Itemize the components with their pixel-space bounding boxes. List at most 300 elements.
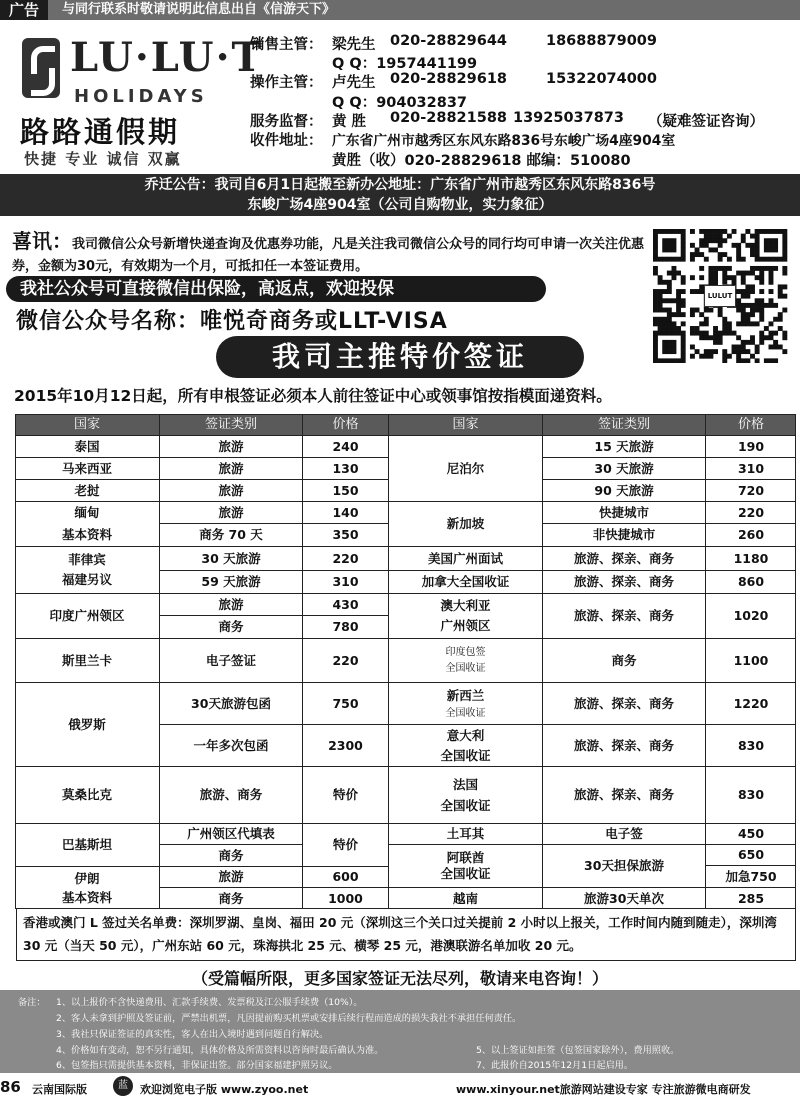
visa-type-cell: 电子签 <box>543 824 706 845</box>
qr-module <box>764 247 769 252</box>
qr-module <box>750 243 755 248</box>
qr-module <box>695 308 700 313</box>
qr-module <box>695 331 700 336</box>
qr-module <box>755 229 760 234</box>
qr-module <box>704 234 709 239</box>
qr-module <box>755 247 760 252</box>
qr-module <box>690 326 695 331</box>
visa-type-cell: 旅游、探亲、商务 <box>543 725 706 767</box>
qr-module <box>759 271 764 276</box>
qr-module <box>732 275 737 280</box>
qr-module <box>658 326 663 331</box>
qr-module <box>681 331 686 336</box>
qr-module <box>745 303 750 308</box>
qr-module <box>658 298 663 303</box>
qr-module <box>667 298 672 303</box>
country-cell <box>15 547 160 594</box>
qr-module <box>750 247 755 252</box>
magazine-edition: 云南国际版 <box>32 1083 87 1096</box>
country-note: 基本资料 <box>61 527 112 542</box>
country-cell <box>389 594 543 639</box>
qr-module <box>671 266 676 271</box>
price-cell: 1020 <box>706 594 796 639</box>
qr-module <box>667 257 672 262</box>
qr-module <box>778 294 783 299</box>
qr-module <box>653 331 658 336</box>
qr-module <box>690 243 695 248</box>
visa-type-cell: 旅游、探亲、商务 <box>543 767 706 824</box>
qr-module <box>718 238 723 243</box>
qr-module <box>727 275 732 280</box>
qr-module <box>782 349 787 354</box>
remarks-label: 备注： <box>18 997 46 1008</box>
qr-module <box>690 257 695 262</box>
qr-module <box>727 321 732 326</box>
qr-module <box>658 317 663 322</box>
qr-module <box>704 354 709 359</box>
qr-module <box>769 280 774 285</box>
qr-module <box>708 271 713 276</box>
qr-module <box>782 243 787 248</box>
qr-module <box>773 358 778 363</box>
qr-module <box>778 326 783 331</box>
country-note: 全国收证 <box>440 747 491 763</box>
qr-module <box>741 358 746 363</box>
visa-type-cell: 90 天旅游 <box>543 480 706 502</box>
qr-module <box>708 335 713 340</box>
qr-module <box>704 229 709 234</box>
qr-module <box>676 229 681 234</box>
sales-name: 梁先生 <box>332 37 376 53</box>
qr-module <box>658 303 663 308</box>
country-cell <box>389 683 543 725</box>
qr-module <box>708 354 713 359</box>
qr-module <box>699 335 704 340</box>
qr-module <box>769 238 774 243</box>
qr-module <box>736 247 741 252</box>
visa-type-cell: 30 天旅游 <box>543 458 706 480</box>
country-name: 阿联酋 <box>446 850 485 865</box>
qr-module <box>713 271 718 276</box>
qr-module <box>708 275 713 280</box>
qr-module <box>662 317 667 322</box>
col-header: 签证类别 <box>543 414 706 436</box>
qr-module <box>755 308 760 313</box>
qr-module <box>653 243 658 248</box>
qr-module <box>653 335 658 340</box>
qr-module <box>713 335 718 340</box>
qr-module <box>759 340 764 345</box>
qr-module <box>671 349 676 354</box>
country-cell <box>389 845 543 888</box>
qr-module <box>736 252 741 257</box>
qr-module <box>671 331 676 336</box>
qr-module <box>722 354 727 359</box>
limited-space-note: （受篇幅所限，更多国家签证无法尽列，敬请来电咨询！） <box>191 969 608 988</box>
country-name: 澳大利亚 <box>440 598 491 613</box>
qr-module <box>653 257 658 262</box>
qr-module <box>667 280 672 285</box>
qr-module <box>741 257 746 262</box>
qr-module <box>704 335 709 340</box>
country-cell: 新加坡 <box>389 502 543 547</box>
qr-module <box>667 326 672 331</box>
page-number: 86 <box>0 1078 21 1096</box>
qr-module <box>681 234 686 239</box>
qr-module <box>713 234 718 239</box>
qr-module <box>662 298 667 303</box>
supervisor-label: 服务监督： <box>250 114 323 130</box>
qr-module <box>764 243 769 248</box>
qr-module <box>662 321 667 326</box>
qr-module <box>750 234 755 239</box>
qr-module <box>750 271 755 276</box>
price-cell: 220 <box>706 502 796 524</box>
price-cell: 430 <box>303 594 389 616</box>
qr-module <box>690 252 695 257</box>
country-cell: 美国广州面试 <box>389 547 543 571</box>
visa-type-cell: 电子签证 <box>160 639 303 683</box>
price-cell: 2300 <box>303 725 389 767</box>
qr-module <box>773 345 778 350</box>
qr-module <box>722 229 727 234</box>
qr-module <box>662 280 667 285</box>
qr-module <box>718 312 723 317</box>
country-name: 印度包签 <box>445 647 486 658</box>
qr-module <box>741 234 746 239</box>
qr-module <box>755 234 760 239</box>
qr-module <box>658 331 663 336</box>
qr-module <box>667 312 672 317</box>
qr-module <box>704 238 709 243</box>
qr-module <box>755 257 760 262</box>
qr-module <box>778 257 783 262</box>
schengen-rule: 2015年10月12日起，所有申根签证必须本人前往签证中心或领事馆按指模面递资料。 <box>14 387 612 405</box>
country-note: 广州领区 <box>440 618 491 633</box>
qr-module <box>741 289 746 294</box>
qr-module <box>736 349 741 354</box>
price-cell: 720 <box>706 480 796 502</box>
epaper-link[interactable]: 欢迎浏览电子版 www.zyoo.net <box>140 1083 309 1096</box>
qr-module <box>732 280 737 285</box>
qr-module <box>653 321 658 326</box>
country-cell: 马来西亚 <box>15 458 160 480</box>
qr-module <box>759 289 764 294</box>
price-cell: 650 <box>706 845 796 866</box>
qr-module <box>745 340 750 345</box>
qr-module <box>722 321 727 326</box>
qr-module <box>778 317 783 322</box>
qr-module <box>750 266 755 271</box>
country-name: 意大利 <box>446 727 485 743</box>
qr-module <box>681 289 686 294</box>
qr-module <box>662 229 667 234</box>
qr-module <box>750 312 755 317</box>
qr-module <box>699 243 704 248</box>
qr-module <box>722 326 727 331</box>
price-cell: 1180 <box>706 547 796 571</box>
qr-module <box>681 354 686 359</box>
qr-module <box>769 243 774 248</box>
recipient-line: 黄胜（收）020-28829618 邮编：510080 <box>332 153 631 169</box>
ops-qq: Q Q：904032837 <box>332 95 468 111</box>
remark-item: 1、以上报价不含快递费用、汇款手续费、发票税及江公服手续费（10%）。 <box>56 997 363 1008</box>
qr-module <box>741 275 746 280</box>
qr-module <box>773 247 778 252</box>
qr-module <box>653 252 658 257</box>
brand-name: LU·LU·T <box>70 34 264 81</box>
remark-item: 6、包签指只需提供基本资料，非保证出签。部分国家福建护照另议。 <box>56 1060 338 1071</box>
qr-module <box>690 275 695 280</box>
qr-module <box>750 354 755 359</box>
qr-module <box>764 335 769 340</box>
qr-module <box>736 308 741 313</box>
qr-module <box>741 317 746 322</box>
qr-module <box>708 234 713 239</box>
visa-type-cell: 旅游、商务 <box>160 767 303 824</box>
qr-module <box>699 266 704 271</box>
qr-module <box>671 238 676 243</box>
qr-module <box>667 243 672 248</box>
wechat-account-name: 微信公众号名称：唯悦奇商务或LLT-VISA <box>16 309 448 334</box>
qr-module <box>722 252 727 257</box>
qr-module <box>667 271 672 276</box>
remark-item: 3、我社只保证签证的真实性，客人在出入境时遇到问题自行解决。 <box>56 1029 329 1040</box>
qr-module <box>773 243 778 248</box>
country-cell <box>389 767 543 824</box>
qr-module <box>662 331 667 336</box>
qr-module <box>722 271 727 276</box>
qr-module <box>713 229 718 234</box>
country-cell <box>389 725 543 767</box>
qr-module <box>736 257 741 262</box>
ops-mobile[interactable]: 15322074000 <box>546 71 657 87</box>
qr-module <box>681 312 686 317</box>
country-name: 缅甸 <box>74 505 100 520</box>
qr-module <box>667 308 672 313</box>
qr-module <box>671 243 676 248</box>
qr-module <box>750 252 755 257</box>
qr-module <box>662 308 667 313</box>
qr-module <box>671 271 676 276</box>
source-notice: 与同行联系时敬请说明此信息出自《信游天下》 <box>62 2 336 17</box>
visa-type-cell: 旅游 <box>160 867 303 888</box>
price-cell: 1220 <box>706 683 796 725</box>
qr-module <box>778 312 783 317</box>
qr-module <box>764 238 769 243</box>
qr-code-icon[interactable] <box>650 229 790 363</box>
company-logo <box>18 30 264 170</box>
qr-module <box>667 238 672 243</box>
qr-module <box>690 312 695 317</box>
qr-module <box>741 308 746 313</box>
qr-module <box>676 331 681 336</box>
ops-tel[interactable]: 020-28829618 <box>390 71 507 87</box>
visa-type-cell: 一年多次包函 <box>160 725 303 767</box>
price-cell: 860 <box>706 571 796 594</box>
visa-type-cell: 商务 <box>160 845 303 867</box>
qr-module <box>769 321 774 326</box>
qr-module <box>759 257 764 262</box>
news-body: 我司微信公众号新增快递查询及优惠券功能，凡是关注我司微信公众号的同行均可申请一次关注优惠券，金额为30元，有效期为一个月，可抵扣任一本签证费用。 <box>12 237 645 274</box>
qr-module <box>708 247 713 252</box>
qr-module <box>722 238 727 243</box>
qr-module <box>713 266 718 271</box>
price-cell: 450 <box>706 824 796 845</box>
country-name: 新西兰 <box>446 687 485 703</box>
visa-price-table <box>15 414 796 909</box>
qr-module <box>745 312 750 317</box>
qr-module <box>653 349 658 354</box>
qr-module <box>681 229 686 234</box>
qr-module <box>782 257 787 262</box>
qr-module <box>667 317 672 322</box>
price-cell: 1000 <box>303 888 389 909</box>
chinese-brand-name: 路路通假期 <box>20 115 181 149</box>
qr-module <box>782 234 787 239</box>
visa-type-cell: 广州领区代填表 <box>160 824 303 845</box>
qr-module <box>690 289 695 294</box>
qr-module <box>769 229 774 234</box>
sales-tel[interactable]: 020-28829644 <box>390 33 507 49</box>
qr-module <box>681 298 686 303</box>
qr-module <box>745 243 750 248</box>
visa-type-cell: 旅游 <box>160 436 303 458</box>
move-notice <box>0 174 800 215</box>
qr-module <box>769 289 774 294</box>
qr-module <box>782 284 787 289</box>
qr-module <box>718 252 723 257</box>
country-cell: 莫桑比克 <box>15 767 160 824</box>
visa-type-cell: 商务 <box>543 639 706 683</box>
qr-module <box>699 275 704 280</box>
visa-type-cell: 30天旅游包函 <box>160 683 303 725</box>
qr-module <box>773 317 778 322</box>
qr-module <box>732 331 737 336</box>
qr-module <box>653 294 658 299</box>
qr-module <box>750 335 755 340</box>
qr-module <box>662 289 667 294</box>
qr-module <box>704 317 709 322</box>
qr-module <box>741 349 746 354</box>
qr-module <box>722 358 727 363</box>
qr-module <box>708 308 713 313</box>
qr-module <box>745 284 750 289</box>
country-note: 福建另议 <box>61 572 112 587</box>
qr-module <box>653 340 658 345</box>
footer-website[interactable]: www.xinyour.net旅游网站建设专家 专注旅游微电商研发 <box>456 1083 751 1096</box>
qr-module <box>681 280 686 285</box>
visa-type-cell: 59 天旅游 <box>160 571 303 594</box>
qr-module <box>736 335 741 340</box>
qr-module <box>676 358 681 363</box>
qr-module <box>722 266 727 271</box>
qr-module <box>718 243 723 248</box>
qr-module <box>653 247 658 252</box>
price-cell: 780 <box>303 616 389 639</box>
qr-module <box>671 326 676 331</box>
qr-module <box>667 284 672 289</box>
visa-type-cell: 旅游 <box>160 458 303 480</box>
qr-module <box>764 303 769 308</box>
qr-module <box>658 321 663 326</box>
price-cell: 260 <box>706 524 796 547</box>
qr-module <box>713 340 718 345</box>
price-cell: 350 <box>303 524 389 547</box>
qr-module <box>778 345 783 350</box>
qr-module <box>667 229 672 234</box>
qr-module <box>699 252 704 257</box>
price-cell: 830 <box>706 767 796 824</box>
qr-module <box>722 317 727 322</box>
qr-module <box>708 238 713 243</box>
qr-module <box>755 252 760 257</box>
qr-module <box>671 275 676 280</box>
qr-module <box>759 312 764 317</box>
remark-item: 5、以上签证如拒签（包签国家除外），费用照收。 <box>476 1045 680 1056</box>
qr-module <box>745 317 750 322</box>
qr-module <box>741 280 746 285</box>
supervisor-mobile[interactable]: 13925037873 <box>513 110 624 126</box>
qr-module <box>681 349 686 354</box>
qr-module <box>782 247 787 252</box>
price-cell: 310 <box>303 571 389 594</box>
qr-module <box>671 229 676 234</box>
qr-module <box>759 266 764 271</box>
country-cell: 印度广州领区 <box>15 594 160 639</box>
qr-module <box>759 229 764 234</box>
qr-module <box>695 326 700 331</box>
visa-type-cell: 旅游、探亲、商务 <box>543 571 706 594</box>
mailing-address: 广东省广州市越秀区东风东路836号东峻广场4座904室 <box>332 133 676 149</box>
remark-item: 7、此报价自2015年12月1日起启用。 <box>476 1060 634 1071</box>
price-cell: 220 <box>303 547 389 571</box>
qr-module <box>741 340 746 345</box>
qr-module <box>755 275 760 280</box>
qr-module <box>676 303 681 308</box>
qr-module <box>769 358 774 363</box>
qr-module <box>732 243 737 248</box>
qr-module <box>745 358 750 363</box>
qr-module <box>653 229 658 234</box>
qr-module <box>713 247 718 252</box>
qr-module <box>732 345 737 350</box>
qr-module <box>773 238 778 243</box>
visa-type-cell: 旅游、探亲、商务 <box>543 547 706 571</box>
qr-module <box>718 335 723 340</box>
qr-module <box>690 345 695 350</box>
qr-module <box>736 358 741 363</box>
country-note: 全国收证 <box>440 797 491 813</box>
qr-module <box>653 298 658 303</box>
qr-module <box>769 298 774 303</box>
sales-mobile[interactable]: 18688879009 <box>546 33 657 49</box>
qr-module <box>778 289 783 294</box>
qr-module <box>745 321 750 326</box>
supervisor-tel[interactable]: 020-28821588 <box>390 110 507 126</box>
qr-module <box>662 358 667 363</box>
visa-type-cell: 非快捷城市 <box>543 524 706 547</box>
price-cell: 加急750 <box>706 866 796 888</box>
qr-module <box>681 243 686 248</box>
qr-module <box>681 247 686 252</box>
qr-module <box>681 238 686 243</box>
qr-module <box>782 252 787 257</box>
qr-module <box>764 257 769 262</box>
qr-module <box>759 308 764 313</box>
country-note: 基本资料 <box>61 889 112 905</box>
qr-module <box>671 298 676 303</box>
